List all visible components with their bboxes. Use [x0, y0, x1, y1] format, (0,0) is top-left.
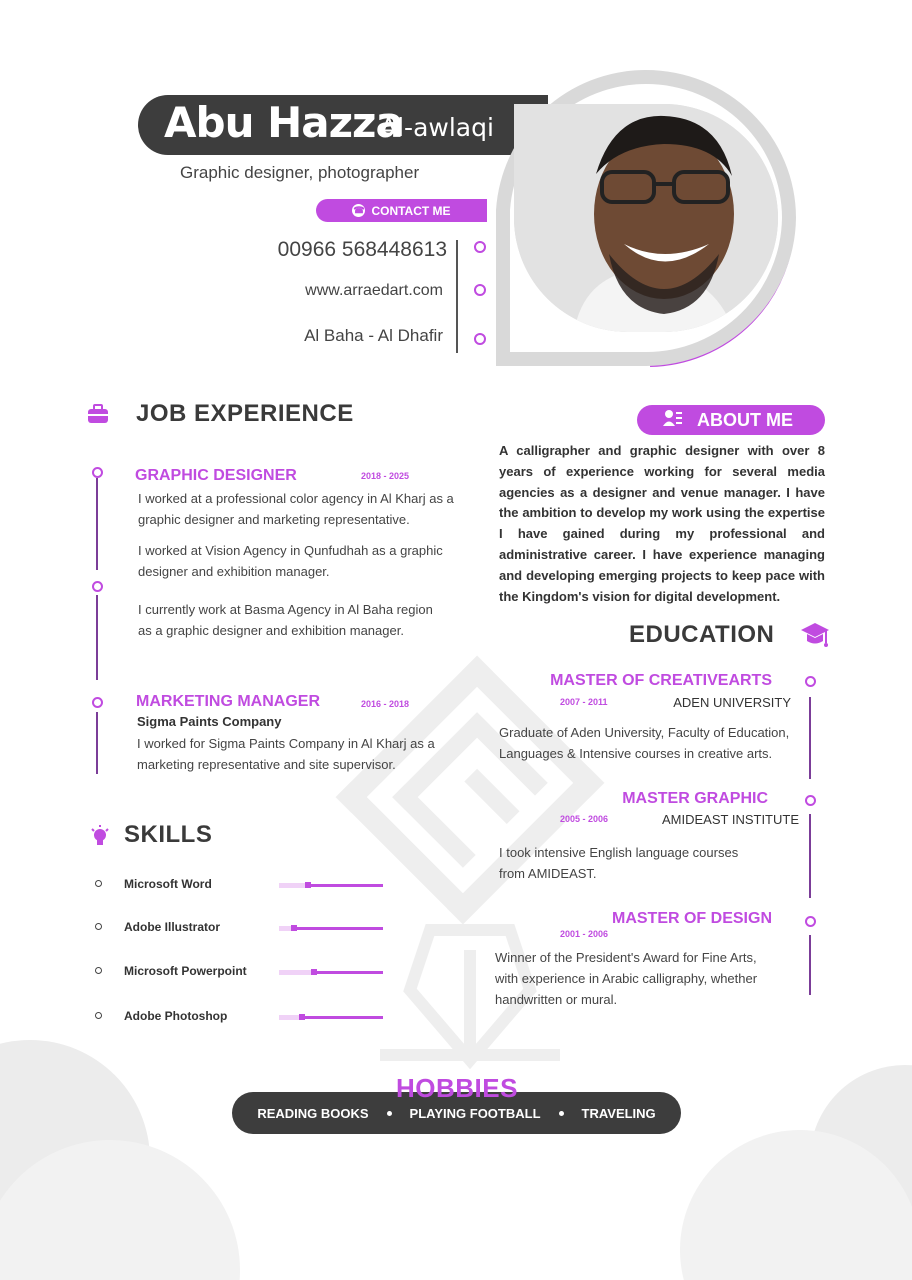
timeline-line: [809, 697, 811, 779]
institution: ADEN UNIVERSITY: [673, 695, 791, 710]
skill-level-fill: [279, 926, 291, 931]
contact-me-label: CONTACT ME: [371, 203, 451, 218]
degree-title: MASTER GRAPHIC: [622, 790, 768, 807]
skill-level-track: [291, 927, 383, 930]
briefcase-icon: [87, 404, 109, 429]
about-me-text: A calligrapher and graphic designer with over 8 years of experience working for several media agencies as a designer and venue manager. I have the ambition to develop my work using the expertise I have gained during my professional and administrative career. I have experience managing and developing emerging projects to keep pace with the Kingdom's vision for digital development.: [499, 443, 825, 604]
degree-title: MASTER OF DESIGN: [611, 910, 772, 927]
skill-bullet: [95, 880, 102, 887]
company-name: Sigma Paints Company: [137, 714, 282, 729]
job-description: I worked for Sigma Paints Company in Al Kharj as a marketing representative and site supervisor.: [137, 736, 435, 772]
degree-description: I took intensive English language courses from AMIDEAST.: [499, 845, 739, 881]
skill-level-marker: [291, 925, 297, 931]
skill-level-track: [311, 971, 383, 974]
skill-level-marker: [311, 969, 317, 975]
job-experience-title: JOB EXPERIENCE: [136, 400, 354, 427]
skill-name: Adobe Photoshop: [124, 1009, 228, 1023]
about-me-header: [637, 405, 825, 435]
timeline-line: [809, 814, 811, 898]
lightbulb-icon: [90, 825, 110, 852]
skill-bullet: [95, 967, 102, 974]
timeline-line: [96, 595, 98, 680]
education-title: EDUCATION: [629, 621, 775, 648]
timeline-line: [96, 712, 98, 774]
degree-years: 2005 - 2006: [560, 814, 609, 824]
website: www.arraedart.com: [305, 282, 443, 299]
timeline-dot: [805, 916, 816, 927]
contact-me-button[interactable]: [316, 199, 487, 222]
degree-years: 2001 - 2006: [560, 929, 609, 939]
timeline-dot: [805, 795, 816, 806]
hobby-item: TRAVELING: [581, 1105, 656, 1121]
skill-name: Adobe Illustrator: [124, 920, 221, 934]
job-description: I worked at a professional color agency in Al Kharj as a graphic designer and marketing representative.: [138, 491, 454, 527]
job-years: 2016 - 2018: [361, 699, 410, 709]
degree-years: 2007 - 2011: [560, 697, 608, 707]
institution: AMIDEAST INSTITUTE: [662, 812, 799, 827]
skill-bullet: [95, 923, 102, 930]
skill-level-fill: [279, 1015, 299, 1020]
about-me-title: ABOUT ME: [697, 409, 793, 430]
skill-level-marker: [299, 1014, 305, 1020]
skill-level-track: [305, 884, 383, 887]
profile-photo: [514, 104, 778, 332]
job-title: MARKETING MANAGER: [136, 693, 320, 710]
graduation-cap-icon: [800, 621, 830, 654]
hobby-item: PLAYING FOOTBALL: [409, 1105, 541, 1121]
phone-icon: ☎: [353, 205, 365, 215]
job-years: 2018 - 2025: [361, 471, 410, 481]
hobby-separator: [559, 1111, 564, 1116]
hobby-item: READING BOOKS: [257, 1105, 369, 1121]
phone-number: 00966 568448613: [277, 238, 447, 261]
timeline-line: [809, 935, 811, 995]
degree-title: MASTER OF CREATIVEARTS: [550, 672, 772, 689]
location: Al Baha - Al Dhafir: [304, 326, 443, 345]
job-title: GRAPHIC DESIGNER: [135, 467, 297, 484]
job-description: I worked at Vision Agency in Qunfudhah as a graphic designer and exhibition manager.: [138, 543, 443, 579]
contact-divider: [456, 240, 458, 353]
skill-level-fill: [279, 883, 305, 888]
last-name: Al-awlaqi: [380, 113, 494, 142]
skill-name: Microsoft Powerpoint: [124, 964, 247, 978]
skills-title: SKILLS: [124, 821, 213, 848]
timeline-line: [96, 478, 98, 570]
skill-level-marker: [305, 882, 311, 888]
degree-description: Winner of the President's Award for Fine Arts, with experience in Arabic calligraphy, whether handwritten or mural.: [495, 950, 758, 1007]
degree-description: Graduate of Aden University, Faculty of Education, Languages & Intensive courses in creative arts.: [499, 725, 790, 761]
timeline-dot: [92, 581, 103, 592]
hobby-separator: [387, 1111, 392, 1116]
user-card-icon: [663, 409, 683, 432]
job-role: Graphic designer, photographer: [180, 163, 420, 182]
job-description: I currently work at Basma Agency in Al Baha region as a graphic designer and exhibition manager.: [138, 602, 433, 638]
skill-level-track: [299, 1016, 383, 1019]
timeline-dot: [92, 697, 103, 708]
timeline-dot: [805, 676, 816, 687]
first-name: Abu Hazza: [164, 98, 403, 147]
timeline-dot: [92, 467, 103, 478]
skill-name: Microsoft Word: [124, 877, 212, 891]
hobbies-title: HOBBIES: [396, 1073, 518, 1103]
skill-level-fill: [279, 970, 311, 975]
skill-bullet: [95, 1012, 102, 1019]
